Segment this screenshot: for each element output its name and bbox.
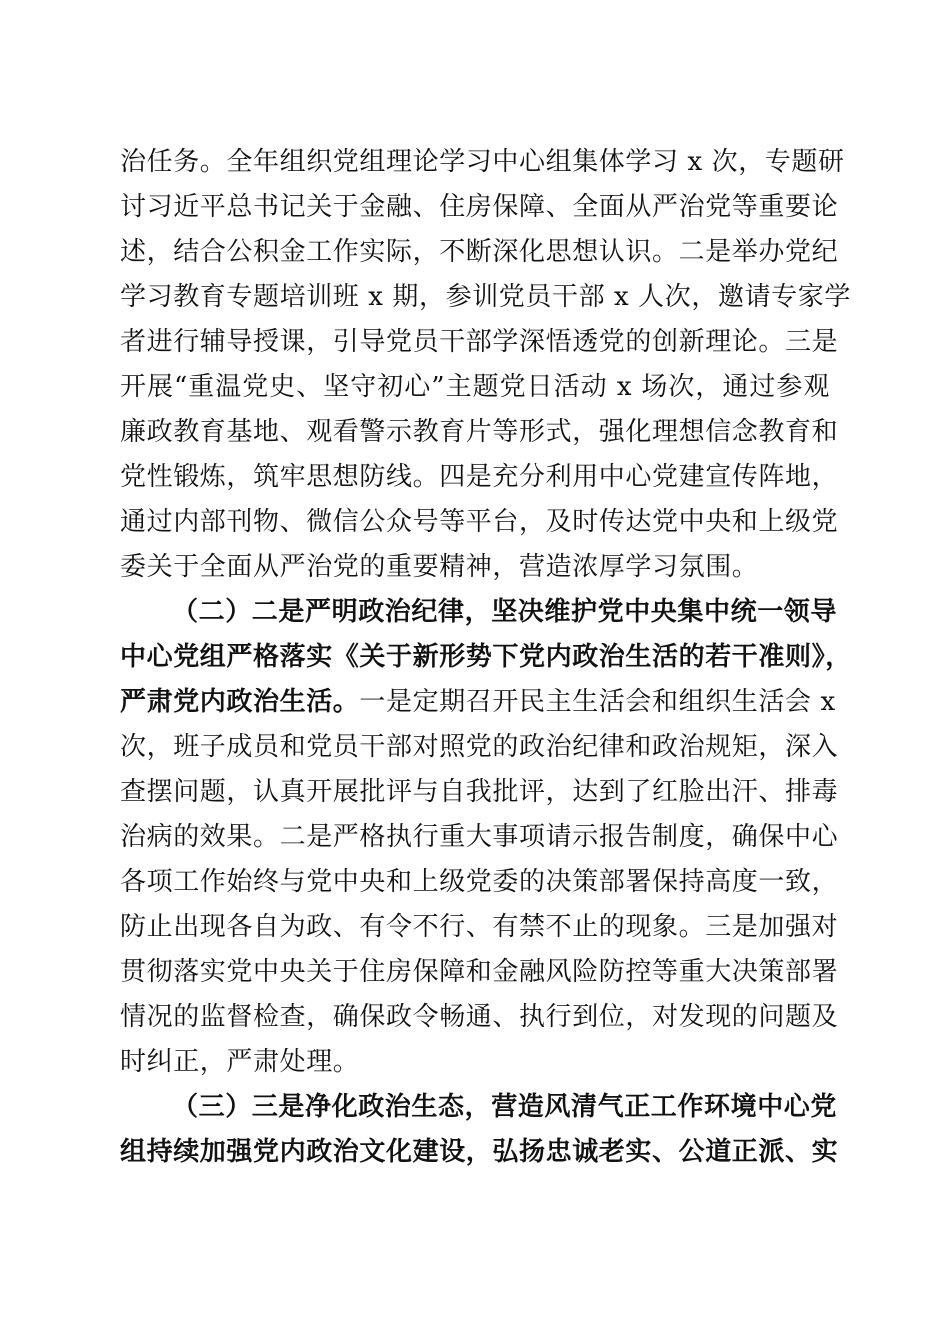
section-heading-line: 组持续加强党内政治文化建设，弘扬忠诚老实、公道正派、实 — [120, 1137, 839, 1167]
document-body — [120, 140, 852, 1175]
text-line: 情况的监督检查，确保政令畅通、执行到位，对发现的问题及 — [120, 1002, 839, 1032]
text-line: 各项工作始终与党中央和上级党委的决策部署保持高度一致， — [120, 867, 839, 897]
paragraph-2 — [120, 590, 852, 1085]
paragraph-1 — [120, 140, 851, 590]
text-line: 述，结合公积金工作实际，不断深化思想认识。二是举办党纪 — [120, 237, 839, 267]
text-line: 委关于全面从严治党的重要精神，营造浓厚学习氛围。 — [120, 552, 759, 582]
section-heading-line: （三）三是净化政治生态，营造风清气正工作环境中心党 — [172, 1092, 838, 1122]
text-run: 一是定期召开民主生活会和组织生活会 x — [359, 687, 836, 717]
text-line: 治病的效果。二是严格执行重大事项请示报告制度，确保中心 — [120, 822, 839, 852]
text-line: 讨习近平总书记关于金融、住房保障、全面从严治党等重要论 — [120, 192, 839, 222]
text-line: 防止出现各自为政、有令不行、有禁不止的现象。三是加强对 — [120, 912, 839, 942]
section-heading-tail: 严肃党内政治生活。 — [120, 687, 360, 717]
text-line: 廉政教育基地、观看警示教育片等形式，强化理想信念教育和 — [120, 417, 839, 447]
text-line: 开展“重温党史、坚守初心”主题党日活动 x 场次，通过参观 — [120, 372, 830, 402]
text-line: 时纠正，严肃处理。 — [120, 1047, 360, 1077]
text-line: 治任务。全年组织党组理论学习中心组集体学习 x 次，专题研 — [120, 147, 845, 177]
text-line: 者进行辅导授课，引导党员干部学深悟透党的创新理论。三是 — [120, 327, 839, 357]
text-line: 查摆问题，认真开展批评与自我批评，达到了红脸出汗、排毒 — [120, 777, 839, 807]
text-line: 党性锻炼，筑牢思想防线。四是充分利用中心党建宣传阵地， — [120, 462, 839, 492]
text-line: 次，班子成员和党员干部对照党的政治纪律和政治规矩，深入 — [120, 732, 839, 762]
text-line: 通过内部刊物、微信公众号等平台，及时传达党中央和上级党 — [120, 507, 839, 537]
paragraph-3 — [120, 1085, 839, 1175]
text-line: 贯彻落实党中央关于住房保障和金融风险防控等重大决策部署 — [120, 957, 839, 987]
section-heading-line: 中心党组严格落实《关于新形势下党内政治生活的若干准则》， — [120, 642, 852, 672]
text-line — [120, 680, 836, 725]
text-line: 学习教育专题培训班 x 期，参训党员干部 x 人次，邀请专家学 — [120, 282, 851, 312]
section-heading-line: （二）二是严明政治纪律，坚决维护党中央集中统一领导 — [172, 597, 838, 627]
